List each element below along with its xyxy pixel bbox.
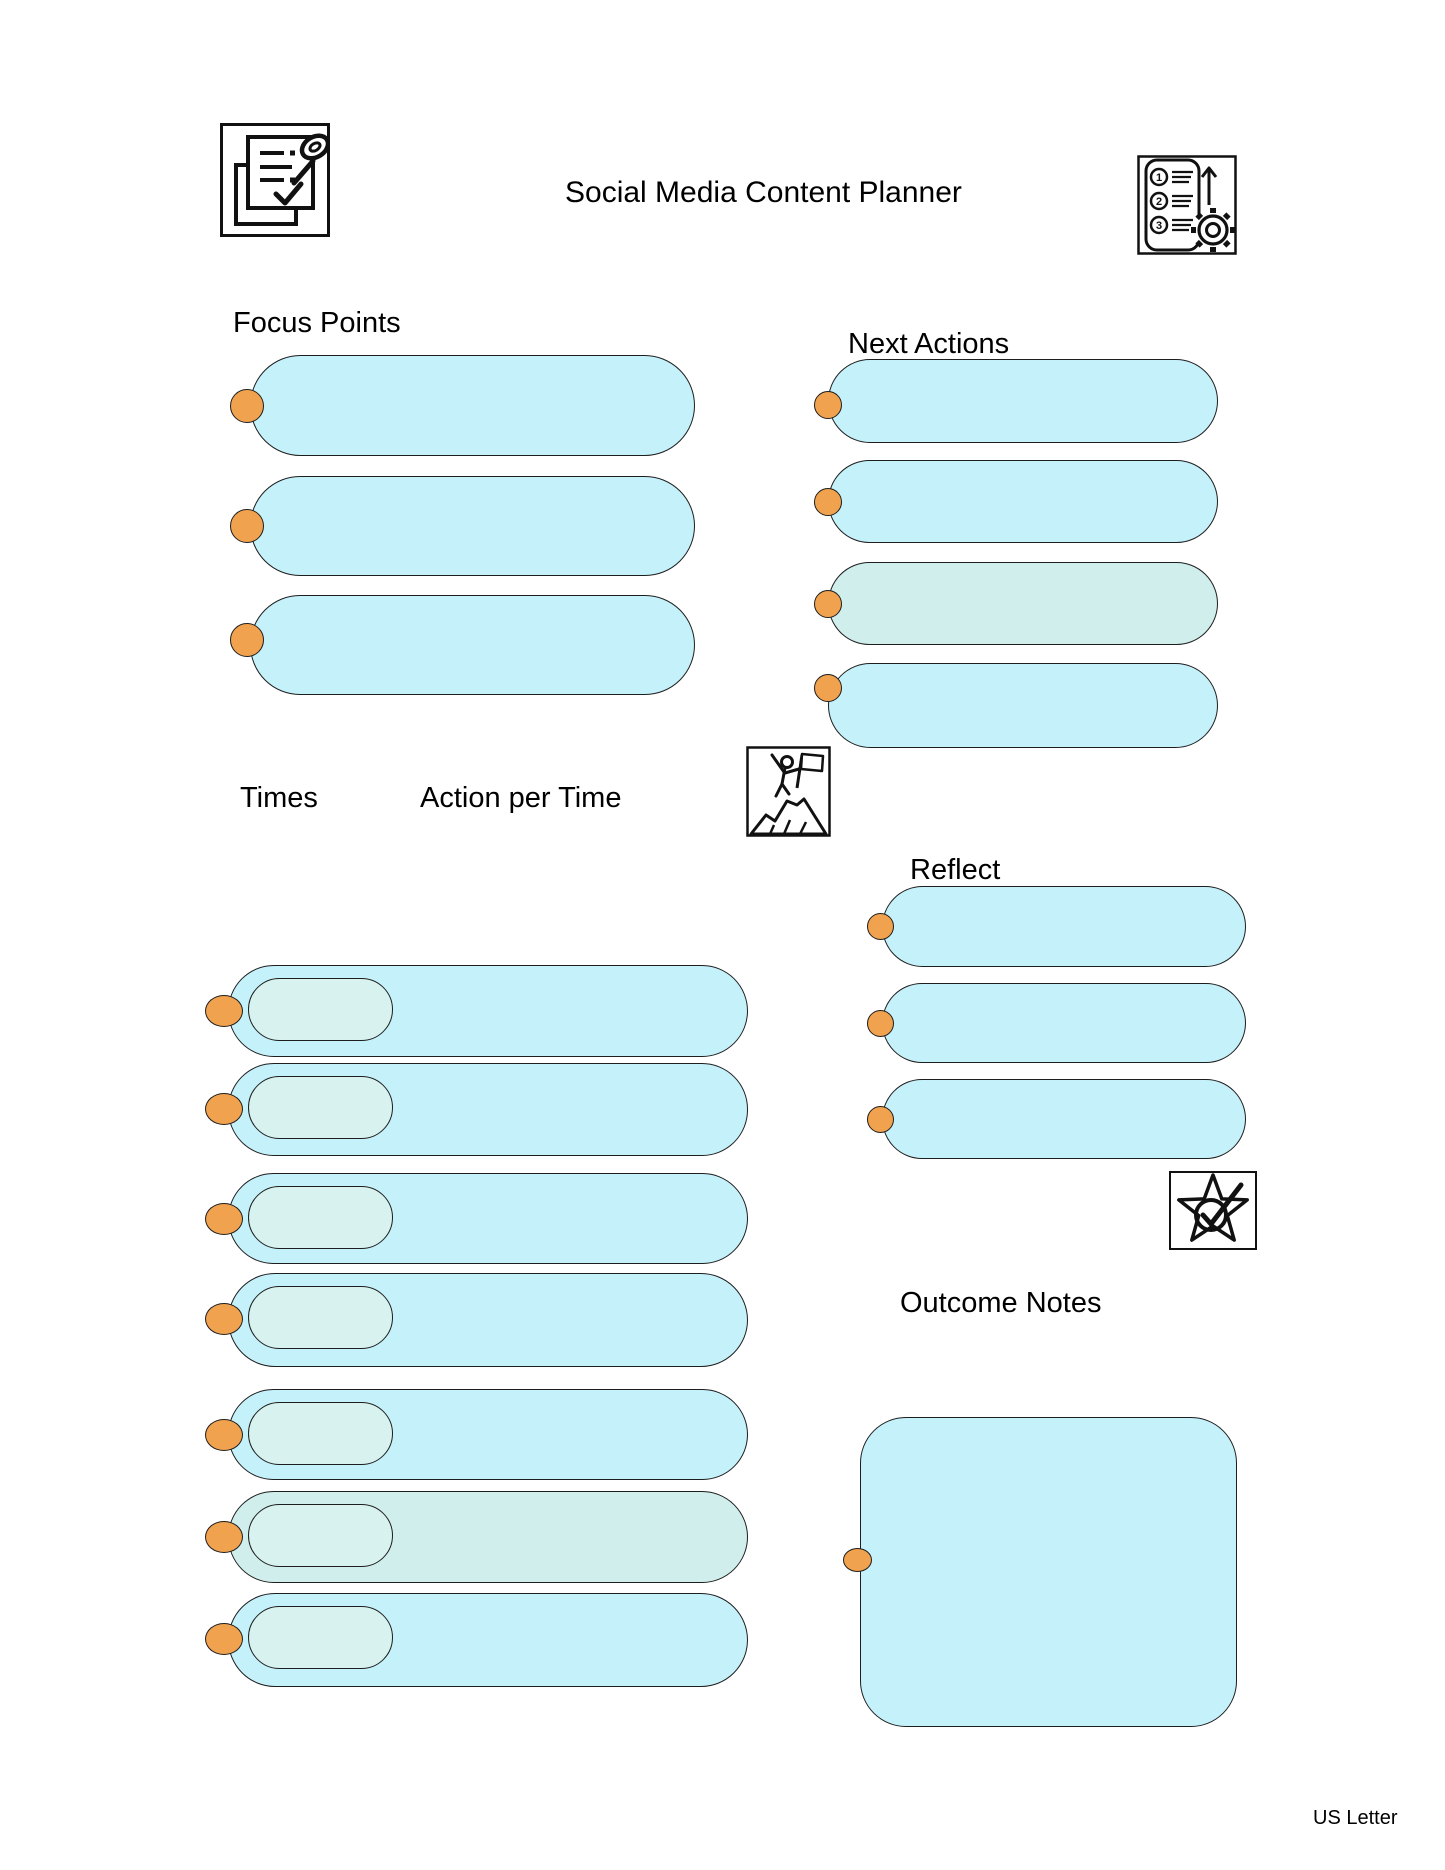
bullet-marker [867,1106,894,1133]
reflect-slot-3[interactable] [882,1079,1246,1159]
next-action-slot-3[interactable] [828,562,1218,645]
reflect-slot-2[interactable] [882,983,1246,1063]
pinned-checklist-icon [220,123,330,237]
time-slot-1[interactable] [248,978,393,1041]
next-action-slot-4[interactable] [828,663,1218,748]
bullet-marker [814,488,842,516]
next-action-slot-2[interactable] [828,460,1218,543]
bullet-marker [205,1093,243,1125]
bullet-marker [814,674,842,702]
bullet-marker [230,389,264,423]
focus-point-slot-2[interactable] [250,476,695,576]
bullet-marker [205,1419,243,1451]
outcome-notes-box[interactable] [860,1417,1237,1727]
reflect-slot-1[interactable] [882,886,1246,967]
paper-size-label: US Letter [1313,1807,1398,1829]
next-actions-heading: Next Actions [848,328,1010,360]
bullet-marker [230,623,264,657]
bullet-marker [205,1521,243,1553]
numbered-list-gear-icon [1137,155,1237,255]
time-slot-2[interactable] [248,1076,393,1139]
reflect-heading: Reflect [910,854,1001,886]
bullet-marker [814,391,842,419]
focus-points-heading: Focus Points [233,307,401,339]
page-title: Social Media Content Planner [565,176,962,209]
svg-text:1: 1 [1155,172,1163,184]
bullet-marker [205,1623,243,1655]
times-heading: Times [240,782,318,814]
time-slot-6[interactable] [248,1504,393,1567]
mountain-summit-flag-icon [746,746,831,837]
bullet-marker [205,995,243,1027]
bullet-marker [867,913,894,940]
bullet-marker [230,509,264,543]
bullet-marker [205,1203,243,1235]
focus-point-slot-1[interactable] [250,355,695,456]
time-slot-5[interactable] [248,1402,393,1465]
focus-point-slot-3[interactable] [250,595,695,695]
action-per-time-heading: Action per Time [420,782,622,814]
next-action-slot-1[interactable] [828,359,1218,443]
bullet-marker [843,1548,872,1572]
bullet-marker [867,1010,894,1037]
bullet-marker [205,1303,243,1335]
time-slot-3[interactable] [248,1186,393,1249]
time-slot-4[interactable] [248,1286,393,1349]
bullet-marker [814,590,842,618]
svg-text:3: 3 [1155,220,1163,232]
star-checkmark-icon [1169,1171,1257,1250]
outcome-notes-heading: Outcome Notes [900,1287,1102,1319]
svg-text:2: 2 [1155,196,1163,208]
time-slot-7[interactable] [248,1606,393,1669]
